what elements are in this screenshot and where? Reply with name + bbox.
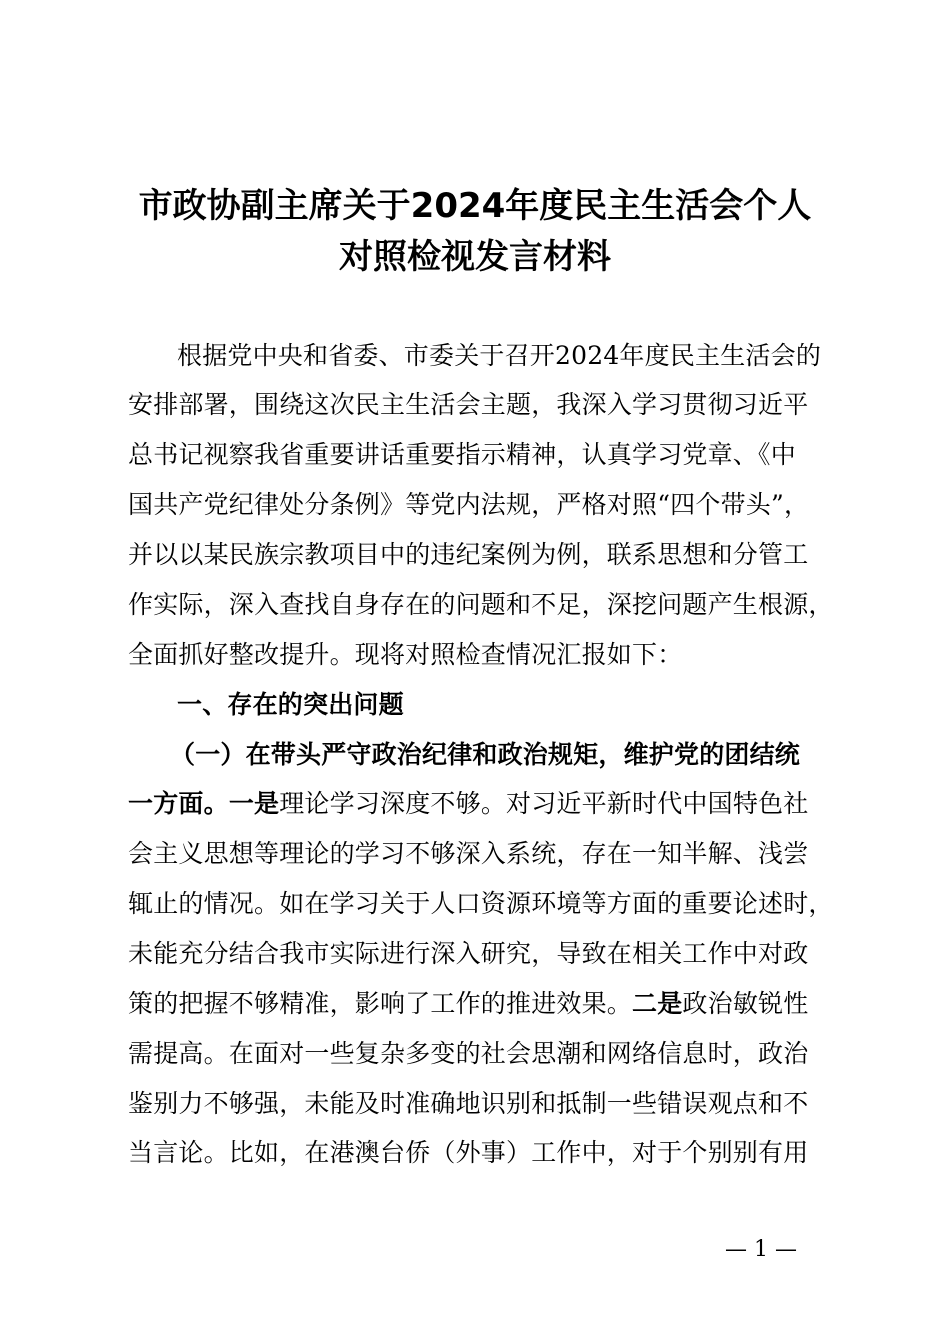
point-text: 策的把握不够精准，影响了工作的推进效果。: [128, 989, 633, 1018]
subsection-heading-line: （一）在带头严守政治纪律和政治规矩，维护党的团结统: [170, 740, 801, 769]
paragraph-line: 并以以某民族宗教项目中的违纪案例为例，联系思想和分管工: [128, 540, 809, 569]
paragraph-line: 安排部署，围绕这次民主生活会主题，我深入学习贯彻习近平: [128, 390, 809, 419]
point-text: 政治敏锐性: [682, 989, 809, 1018]
paragraph-line: 根据党中央和省委、市委关于召开2024年度民主生活会的: [177, 341, 822, 370]
paragraph-line: [128, 987, 858, 1021]
paragraph-line: 全面抓好整改提升。现将对照检查情况汇报如下：: [128, 640, 683, 669]
paragraph-line: 总书记视察我省重要讲话重要指示精神，认真学习党章、《中: [128, 440, 796, 469]
paragraph-line: 作实际，深入查找自身存在的问题和不足，深挖问题产生根源，: [128, 590, 834, 619]
section-heading: 一、存在的突出问题: [177, 690, 404, 719]
document-title-line-1: 市政协副主席关于2024年度民主生活会个人: [138, 186, 812, 226]
point-text: 理论学习深度不够。对习近平新时代中国特色社: [279, 789, 809, 818]
paragraph-line: [128, 787, 858, 821]
document-title-line-2: 对照检视发言材料: [339, 237, 611, 277]
paragraph-line: 会主义思想等理论的学习不够深入系统，存在一知半解、浅尝: [128, 839, 809, 868]
subsection-heading-end: 一方面。: [128, 789, 229, 818]
paragraph-line: 当言论。比如，在港澳台侨（外事）工作中，对于个别别有用: [128, 1138, 809, 1167]
paragraph-line: 国共产党纪律处分条例》等党内法规，严格对照“四个带头”，: [128, 490, 810, 519]
point-label: 一是: [228, 789, 280, 818]
paragraph-line: 未能充分结合我市实际进行深入研究，导致在相关工作中对政: [128, 939, 809, 968]
point-label: 二是: [632, 989, 683, 1018]
paragraph-line: 辄止的情况。如在学习关于人口资源环境等方面的重要论述时，: [128, 889, 834, 918]
page-number: — 1 —: [725, 1237, 797, 1262]
paragraph-line: 需提高。在面对一些复杂多变的社会思潮和网络信息时，政治: [128, 1039, 809, 1068]
paragraph-line: 鉴别力不够强，未能及时准确地识别和抵制一些错误观点和不: [128, 1089, 809, 1118]
